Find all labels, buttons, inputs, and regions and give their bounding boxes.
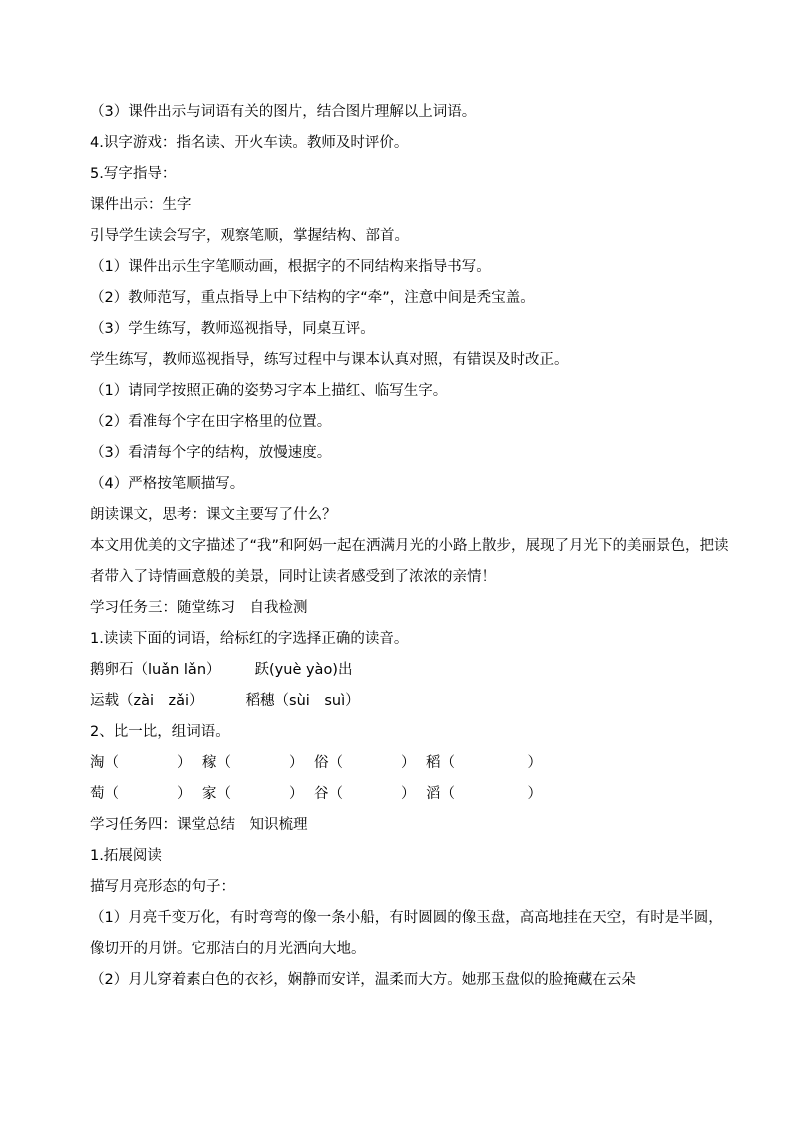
task4-heading: 学习任务四：课堂总结 知识梳理 xyxy=(90,817,308,833)
text-line: （3）课件出示与词语有关的图片，结合图片理解以上词语。 xyxy=(90,104,477,120)
text-line: （1）课件出示生字笔顺动画，根据字的不同结构来指导书写。 xyxy=(90,259,491,275)
compare-cell: 稼（ ） xyxy=(202,755,304,771)
pinyin-exercise-row xyxy=(90,655,730,686)
task4-item-1-sub: 描写月亮形态的句子： xyxy=(90,879,235,895)
moon-paragraph-1: （1）月亮千变万化，有时弯弯的像一条小船，有时圆圆的像玉盘，高高地挂在天空，有时是半圆，像切开的月饼。它那洁白的月光洒向大地。 xyxy=(90,910,723,957)
task3-heading: 学习任务三：随堂练习 自我检测 xyxy=(90,600,308,616)
text-line: 学生练写，教师巡视指导，练写过程中与课本认真对照，有错误及时改正。 xyxy=(90,352,569,368)
compare-cell: 萄（ ） xyxy=(90,786,192,802)
pinyin-item: 稻穗（sùi suì） xyxy=(245,693,360,709)
text-line: 引导学生读会写字，观察笔顺，掌握结构、部首。 xyxy=(90,228,409,244)
text-line: 5.写字指导： xyxy=(90,166,177,182)
text-line: （1）请同学按照正确的姿势习字本上描红、临写生字。 xyxy=(90,383,448,399)
text-line: 朗读课文，思考：课文主要写了什么？ xyxy=(90,507,337,523)
task3-question-2: 2、比一比，组词语。 xyxy=(90,724,230,740)
compare-cell: 家（ ） xyxy=(202,786,304,802)
text-line: （3）看清每个字的结构，放慢速度。 xyxy=(90,445,332,461)
text-line: （2）看准每个字在田字格里的位置。 xyxy=(90,414,332,430)
pinyin-item: 运载（zài zǎi） xyxy=(90,693,204,709)
pinyin-exercise-row xyxy=(90,686,730,717)
compare-cell: 稻（ ） xyxy=(426,755,542,771)
compare-cell: 谷（ ） xyxy=(314,786,416,802)
text-line: （2）教师范写，重点指导上中下结构的字“牵”，注意中间是秃宝盖。 xyxy=(90,290,535,306)
text-line: 课件出示：生字 xyxy=(90,197,192,213)
task4-item-1: 1.拓展阅读 xyxy=(90,848,162,864)
compare-cell: 滔（ ） xyxy=(426,786,542,802)
task3-question-1: 1.读读下面的词语，给标红的字选择正确的读音。 xyxy=(90,631,409,647)
text-line: （3）学生练写，教师巡视指导，同桌互评。 xyxy=(90,321,375,337)
pinyin-item: 跃(yuè yào)出 xyxy=(254,662,353,678)
moon-paragraph-2: （2）月儿穿着素白色的衣衫，娴静而安详，温柔而大方。她那玉盘似的脸掩藏在云朵 xyxy=(90,972,636,988)
text-line: 4.识字游戏：指名读、开火车读。教师及时评价。 xyxy=(90,135,409,151)
document-page xyxy=(90,97,730,996)
compare-row xyxy=(90,748,730,779)
compare-cell: 淘（ ） xyxy=(90,755,192,771)
compare-row xyxy=(90,779,730,810)
compare-cell: 俗（ ） xyxy=(314,755,416,771)
text-line: （4）严格按笔顺描写。 xyxy=(90,476,245,492)
pinyin-item: 鹅卵石（luǎn lǎn） xyxy=(90,662,221,678)
summary-paragraph: 本文用优美的文字描述了“我”和阿妈一起在洒满月光的小路上散步，展现了月光下的美丽景色，把读者带入了诗情画意般的美景，同时让读者感受到了浓浓的亲情！ xyxy=(90,538,729,585)
